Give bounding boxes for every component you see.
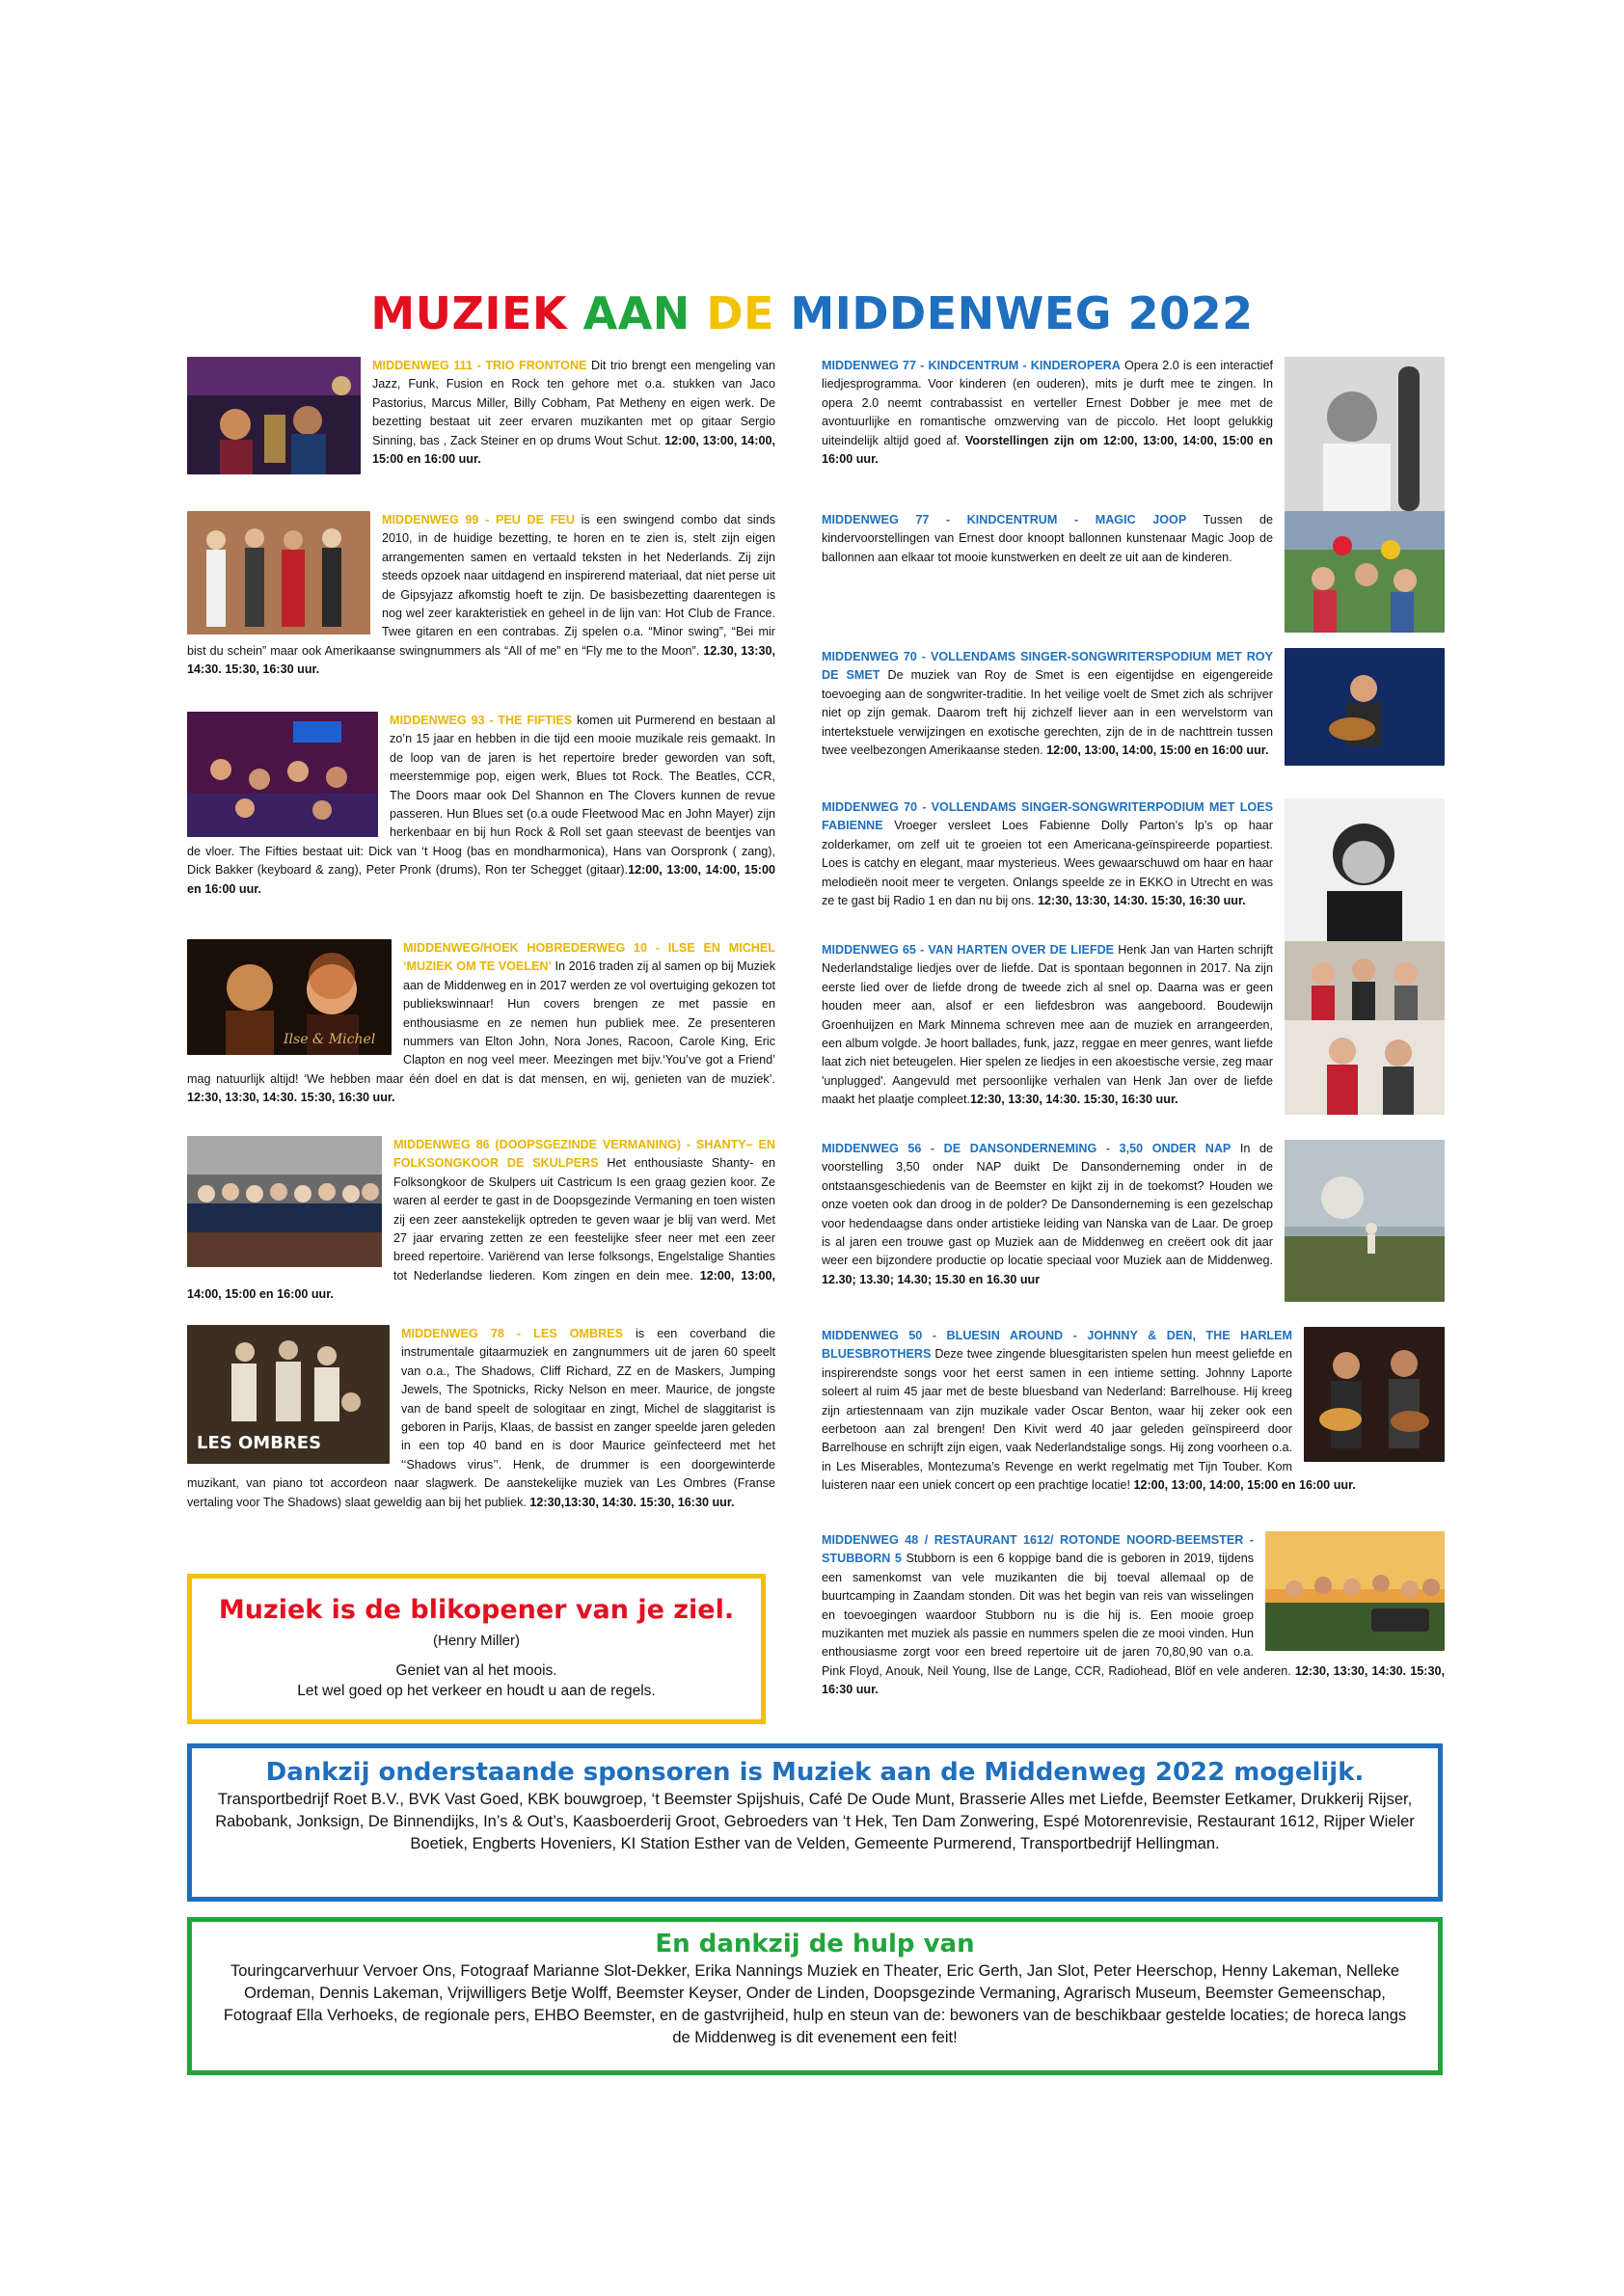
quote-line-1: Geniet van al het moois.: [395, 1662, 557, 1679]
help-box: [187, 1917, 1443, 2075]
quote-text: Muziek is de blikopener van je ziel.: [218, 1595, 735, 1625]
help-title: En dankzij de hulp van: [655, 1930, 975, 1958]
photo-kinderopera: [1285, 357, 1445, 517]
listing-dansonderneming: MIDDENWEG 56 - DE DANSONDERNEMING - 3,50 ONDER NAP In de voorstelling 3,50 onder NAP duikt De Dansonderneming onder in de ontstaansgeschiedenis van de Beemster en kijkt zij in de toekomst? Houden we onze voeten ook dan droog in de polder? De Dansonderneming is een gezelschap voor hedendaagse dans onder artistieke leiding van Nanska van de Laar. De groep is al jaren een trouwe gast op Muziek aan de Middenweg en creëert ook dit jaar weer een bijzondere productie op locatie speciaal voor Muziek aan de Middenweg. 12.30; 13.30; 14.30; 15.30 en 16.30 uur: [822, 1140, 1445, 1306]
svg-text:Ilse & Michel: Ilse & Michel: [284, 1032, 376, 1047]
photo-magic-joop: [1285, 511, 1445, 633]
photo-les-ombres-logo: LES OMBRES: [197, 1433, 322, 1453]
photo-loes-fabienne: [1285, 798, 1445, 941]
sponsors-box: [187, 1743, 1443, 1902]
listing-de-skulpers: MIDDENWEG 86 (DOOPSGEZINDE VERMANING) - SHANTY– EN FOLKSONGKOOR DE SKULPERS Het enthousiaste Shanty- en Folksongkoor de Skulpers uit Castricum Is een graag gezien koor. Ze waren al eerder te gast in de Doopsgezinde Vermaning en toen wisten zij een zeer aanstekelijk optreden te geven waar je blij van werd. Met 27 jaar ervaring zetten ze een feestelijke sfeer neer met een zeer breed repertoire. Variërend van Ierse folksongs, Engelstalige Shanties tot Nederlandse liederen. Kom zingen en dein mee. 12:00, 13:00, 14:00, 15:00 en 16:00 uur.: [187, 1138, 775, 1302]
photo-dansonderneming: [1285, 1140, 1445, 1302]
photo-the-fifties: [187, 712, 378, 837]
page-title: MUZIEK AAN DE MIDDENWEG 2022: [370, 287, 1254, 339]
photo-van-harten: [1285, 941, 1445, 1115]
quote-line-2: Let wel goed op het verkeer en houdt u aan de regels.: [297, 1683, 656, 1699]
help-text: Touringcarverhuur Vervoer Ons, Fotograaf Marianne Slot-Dekker, Erika Nannings Muziek en Theater, Eric Gerth, Jan Slot, Peter Heerschop, Henny Lakeman, Nelleke Ordeman, Dennis Lakeman, Vrijwilligers Betje Wolff, Beemster Keyser, Onder de Linden, Doopsgezinde Vermaning, Agrarisch Museum, Beemster Gemeenschap, Fotograaf Ella Verhoeks, de regionale pers, EHBO Beemster, en de gastvrijheid, hulp en steun van de: bewoners van de beschikbaar gestelde locaties; de horeca langs de Middenweg is dit evenement een feit!: [223, 1962, 1407, 2046]
listing-peu-de-feu: MIDDENWEG 99 - PEU DE FEU is een swingend combo dat sinds 2010, in de huidige bezetting, te horen en te zien is, stelt zijn eigen arrangementen samen en vertaald teksten in het Nederlands. Zij zijn steeds opzoek naar uitdagend en inspirerend materiaal, dat niet perse uit de Gipsyjazz afkomstig hoeft te zijn. De basisbezetting daarentegen is nog wel zeer karakteristiek en geheel in de lijn van: Hot Club de France. Twee gitaren en een contrabas. Zij spelen o.a. “Minor swing”, “Bei mir bist du schein” maar ook Amerikaanse swingnummers als “All of me” en “Fly me to the Moon”. 12.30, 13:30, 14:30. 15:30, 16:30 uur.: [187, 513, 775, 677]
listing-kinderopera: MIDDENWEG 77 - KINDCENTRUM - KINDEROPERA Opera 2.0 is een interactief liedjesprogramma. Voor kinderen (en ouderen), mits je durft mee te zingen. In opera 2.0 neemt contrabassist en verteller Ernest Dobber je mee met de avontuurlijke en romantische omzwerving van de piccolo. Het loopt gelukkig uiteindelijk altijd goed af. Voorstellingen zijn om 12:00, 13:00, 14:00, 15:00 en 16:00 uur.: [822, 357, 1445, 521]
photo-peu-de-feu: [187, 511, 370, 635]
quote-author: (Henry Miller): [433, 1633, 520, 1649]
photo-stubborn-5: [1265, 1531, 1445, 1651]
photo-ilse-en-michel: [187, 939, 392, 1055]
photo-roy-de-smet: [1285, 648, 1445, 766]
listing-bluesin-around: MIDDENWEG 50 - BLUESIN AROUND - JOHNNY & DEN, THE HARLEM BLUESBROTHERS Deze twee zingende bluesgitaristen spelen hun meest geliefde en inspirerendste songs voor het eerst samen in een intieme setting. Johnny Laporte soleert al ruim 45 jaar met de beste bluesband van Nederland: Barrelhouse. Hij kreeg zijn artiestennaam van zijn muzikale vader Oscar Benton, waar hij zeker ook een eerbetoon aan zal brengen! Den Kivit werd 40 jaar geleden geïnspireerd door Barrelhouse en schrijft zijn eigen, vaak Nederlandstalige songs. Hij zong voorheen o.a. in Les Miserables, Montezuma’s Revenge en werkt regelmatig met Tijn Touber. Kom luisteren naar een uniek concert op een prachtige locatie! 12:00, 13:00, 14:00, 15:00 en 16:00 uur.: [822, 1327, 1445, 1496]
listing-loes-fabienne: MIDDENWEG 70 - VOLLENDAMS SINGER-SONGWRITERPODIUM MET LOES FABIENNE Vroeger versleet Loes Fabienne Dolly Parton’s lp’s op haar zolderkamer, om zelf uit te groeien tot een Americana-geïnspireerde popartiest. Loes is catchy en elegant, maar mysterieus. Wees gewaarschuwd om haar en haar melodieën nooit meer te vergeten. Onlangs speelde ze in EKKO in Utrecht en was ze te gast bij Radio 1 en dan nu bij ons. 12:30, 13:30, 14:30. 15:30, 16:30 uur.: [822, 798, 1445, 945]
listing-trio-frontone: MIDDENWEG 111 - TRIO FRONTONE Dit trio brengt een mengeling van Jazz, Funk, Fusion en Rock ten gehore met o.a. stukken van Jaco Pastorius, Marcus Miller, Billy Cobham, Pat Metheny en eigen werk. De bezetting bestaat uit zeer ervaren muzikanten met op gitaar Sergio Sinning, bas , Zack Steiner en op drums Wout Schut. 12:00, 13:00, 14:00, 15:00 en 16:00 uur.: [187, 357, 775, 478]
photo-de-skulpers: [187, 1136, 382, 1267]
quote-box: [187, 1574, 766, 1724]
photo-bluesin-around: [1304, 1327, 1445, 1462]
listing-magic-joop: MIDDENWEG 77 - KINDCENTRUM - MAGIC JOOP Tussen de kindervoorstellingen van Ernest door knoopt ballonnen kunstenaar Magic Joop de ballonnen aan elkaar tot mooie kunstwerken en deelt ze uit aan de kinderen.: [822, 511, 1445, 636]
listing-les-ombres: LES OMBRES MIDDENWEG 78 - LES OMBRES is een coverband die instrumentale gitaarmuziek en zangnummers uit de jaren 60 speelt van o.a., The Shadows, Cliff Richard, ZZ en de Maskers, Jumping Jewels, The Spotnicks, Ricky Nelson en meer. Maurice, de jongste van de band speelt de sologitaar en zingt, Michel de slaggitarist is geboren in Parijs, Klaas, de bassist en zanger speelde jaren geleden in een top 40 band en is door Maurice geïnfecteerd met het ‘‘Shadows virus’’. Henk, de drummer is een doorgewinterde muzikant, van piano tot accordeon naar slagwerk. De aanstekelijke muziek van Les Ombres (Franse vertaling voor The Shadows) slaat geweldig aan bij het publiek. 12:30,13:30, 14:30. 15:30, 16:30 uur.: [187, 1327, 775, 1509]
listing-van-harten: MIDDENWEG 65 - VAN HARTEN OVER DE LIEFDE Henk Jan van Harten schrijft Nederlandstalige liedjes over de liefde. Dat is spontaan begonnen in 2017. Na zijn eerste lied over de liefde drong de tweede zich al snel op. Daarna was er geen houden meer aan, alsof er een liefdesbron was aangeboord. Boudewijn Groenhuijzen en Mark Minnema schreven mee aan de muziek en arrangeerden, een album volgde. Je hoort ballades, funk, jazz, reggae en meer genres, want liefde laat zich niet beteugelen. Hier spelen ze liedjes in een akoestische versie, zeg maar 'unplugged'. Aangevuld met persoonlijke verhalen van Henk Jan over de liefde maakt het plaatje compleet.12:30, 13:30, 14:30. 15:30, 16:30 uur.: [822, 941, 1445, 1119]
listing-the-fifties: MIDDENWEG 93 - THE FIFTIES komen uit Purmerend en bestaan al zo’n 15 jaar en hebben in die tijd een mooie muzikale reis gemaakt. In de loop van de jaren is het repertoire breder geworden van soft, meerstemmige pop, eigen werk, Blues tot Rock. The Beatles, CCR, The Doors maar ook Del Shannon en The Clovers kunnen de revue passeren. Hun Blues set (o.a oude Fleetwood Mac en John Mayer) zijn herkenbaar en bij hun Rock & Roll set gaan steevast de beentjes van de vloer. The Fifties bestaat uit: Dick van ‘t Hoog (bas en mondharmonica), Hans van Oorspronk ( zang), Dick Bakker (keyboard & zang), Peter Pronk (drums), Ron ter Schegget (gitaar).12:00, 13:00, 14:00, 15:00 en 16:00 uur.: [187, 714, 775, 896]
listing-stubborn-5: MIDDENWEG 48 / RESTAURANT 1612/ ROTONDE NOORD-BEEMSTER - STUBBORN 5 Stubborn is een 6 koppige band die is geboren in 2019, tijdens een samenkomst van vele muzikanten die bij toeval allemaal op de buurtcamping in Zaandam stonden. Dit was het begin van reis van wisselingen en toevoegingen waardoor Stubborn nu is die hij is. Een mooie groep muzikanten met muziek als passie en nummers spelen die ze mooi vinden. Hun enthousiasme zorgt voor een breed repertoire uit de jaren 70,80,90 van o.a. Pink Floyd, Anouk, Neil Young, Ilse de Lange, CCR, Radiohead, Blöf en vele anderen. 12:30, 13:30, 14:30. 15:30, 16:30 uur.: [822, 1533, 1445, 1697]
photo-les-ombres: [187, 1325, 390, 1464]
listing-roy-de-smet: MIDDENWEG 70 - VOLLENDAMS SINGER-SONGWRITERSPODIUM MET ROY DE SMET De muziek van Roy de Smet is een eigentijdse en eigengereide toevoeging aan de songwriter-traditie. In het veilige voelt de Smet zich als schrijver niet op zijn gemak. Daarom treft hij zichzelf liever aan in een wervelstorm van intertekstuele verwijzingen en exotische gerechten, zijn de in de nachttrein tussen twee veelbezongen Amerikaanse steden. 12:00, 13:00, 14:00, 15:00 en 16:00 uur.: [822, 648, 1445, 770]
photo-trio-frontone: [187, 357, 361, 474]
sponsors-text: Transportbedrijf Roet B.V., BVK Vast Goed, KBK bouwgroep, ‘t Beemster Spijshuis, Café De Oude Munt, Brasserie Alles met Liefde, Beemster Eetkamer, Drukkerij Rijser, Rabobank, Jonksign, De Binnendijks, In’s & Out’s, Kaasboerderij Groot, Gebroeders van ‘t Hek, Ten Dam Zonwering, Espé Motorenrevisie, Restaurant 1612, Rijper Wieler Boetiek, Engberts Hoveniers, KI Station Esther van de Velden, Gemeente Purmerend, Transportbedrijf Hellingman.: [215, 1791, 1415, 1852]
sponsors-title: Dankzij onderstaande sponsoren is Muziek aan de Middenweg 2022 mogelijk.: [265, 1758, 1365, 1787]
listing-ilse-en-michel: Ilse & Michel MIDDENWEG/HOEK HOBREDERWEG 10 - ILSE EN MICHEL ‘MUZIEK OM TE VOELEN’ In 2016 traden zij al samen op bij Muziek aan de Middenweg en in 2017 werden ze vol overtuiging gekozen tot publiekswinnaar! Hun covers brengen ze met passie en enthousiasme en ze nemen hun publiek mee. Ze presenteren nummers van Elton John, Nora Jones, Racoon, Carole King, Eric Clapton en nog veel meer. Meezingen met bijv.‘You’ve got a Friend’ mag natuurlijk altijd! ‘We hebben maar één doel en dat is dat mensen, en wij, genieten van de muziek’. 12:30, 13:30, 14:30. 15:30, 16:30 uur.: [187, 941, 775, 1105]
